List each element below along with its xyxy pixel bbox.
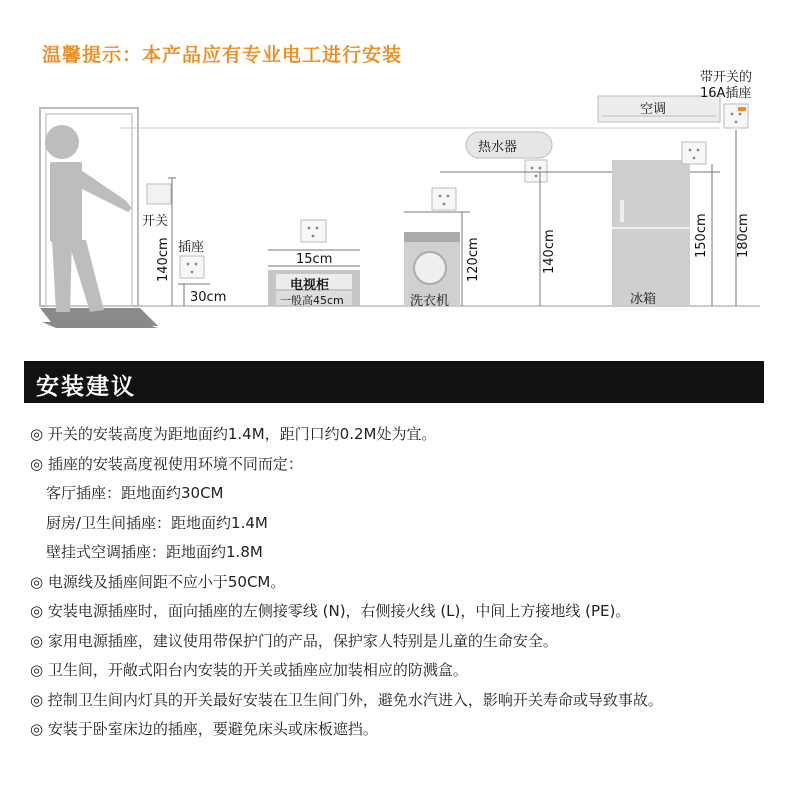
tip-subitem: 厨房/卫生间插座：距地面约1.4M <box>46 513 268 532</box>
warning-text: 温馨提示：本产品应有专业电工进行安装 <box>42 44 403 66</box>
tip-item: ◎ 安装电源插座时，面向插座的左侧接零线 (N)，右侧接火线 (L)，中间上方接地线 (PE)。 <box>30 602 631 620</box>
label-switch-socket-line1: 带开关的 <box>700 70 753 85</box>
person-figure <box>45 125 132 312</box>
tip-item: ◎ 安装于卧室床边的插座，要避免床头或床板遮挡。 <box>30 720 378 738</box>
washer-socket <box>432 188 456 210</box>
installation-height-diagram <box>0 60 790 345</box>
label-water-heater: 热水器 <box>478 140 518 155</box>
fridge-socket <box>682 142 706 164</box>
label-height-150: 150cm <box>694 213 709 258</box>
label-height-140-mid: 140cm <box>542 229 557 274</box>
tip-subitem: 客厅插座：距地面约30CM <box>46 484 224 502</box>
label-height-140-left: 140cm <box>156 237 171 282</box>
tv-socket <box>301 220 326 242</box>
tip-item: ◎ 家用电源插座，建议使用带保护门的产品，保护家人特别是儿童的生命安全。 <box>30 631 558 650</box>
label-height-15: 15cm <box>296 252 333 267</box>
tip-item: ◎ 控制卫生间内灯具的开关最好安装在卫生间门外，避免水汽进入，影响开关寿命或导致事故。 <box>30 690 663 709</box>
label-height-180: 180cm <box>736 213 751 258</box>
diagram-drawing <box>0 60 790 345</box>
water-heater-socket <box>525 160 547 182</box>
label-air-conditioner: 空调 <box>640 102 667 117</box>
tip-item: ◎ 电源线及插座间距不应小于50CM。 <box>30 572 286 591</box>
label-socket: 插座 <box>178 240 205 255</box>
ac-socket <box>724 104 748 128</box>
label-fridge: 冰箱 <box>630 292 657 307</box>
tip-item: ◎ 卫生间，开敞式阳台内安装的开关或插座应加装相应的防溅盒。 <box>30 661 468 679</box>
tip-item: ◎ 开关的安装高度为距地面约1.4M，距门口约0.2M处为宜。 <box>30 425 437 443</box>
tip-item: ◎ 插座的安装高度视使用环境不同而定： <box>30 454 303 473</box>
switch-plate <box>147 184 171 204</box>
tip-subitem: 壁挂式空调插座：距地面约1.8M <box>46 543 263 561</box>
installation-tips <box>30 420 770 745</box>
label-height-120: 120cm <box>466 237 481 282</box>
wall-socket-left <box>180 256 204 278</box>
section-banner <box>24 361 764 403</box>
label-height-30: 30cm <box>190 290 227 305</box>
refrigerator <box>612 160 690 306</box>
label-tv-cabinet-height: 一般高45cm <box>280 294 344 307</box>
section-title: 安装建议 <box>36 374 136 400</box>
label-switch: 开关 <box>142 214 169 229</box>
label-tv-cabinet: 电视柜 <box>290 278 330 293</box>
label-switch-socket-line2: 16A插座 <box>700 86 752 101</box>
label-washer: 洗衣机 <box>410 294 450 309</box>
